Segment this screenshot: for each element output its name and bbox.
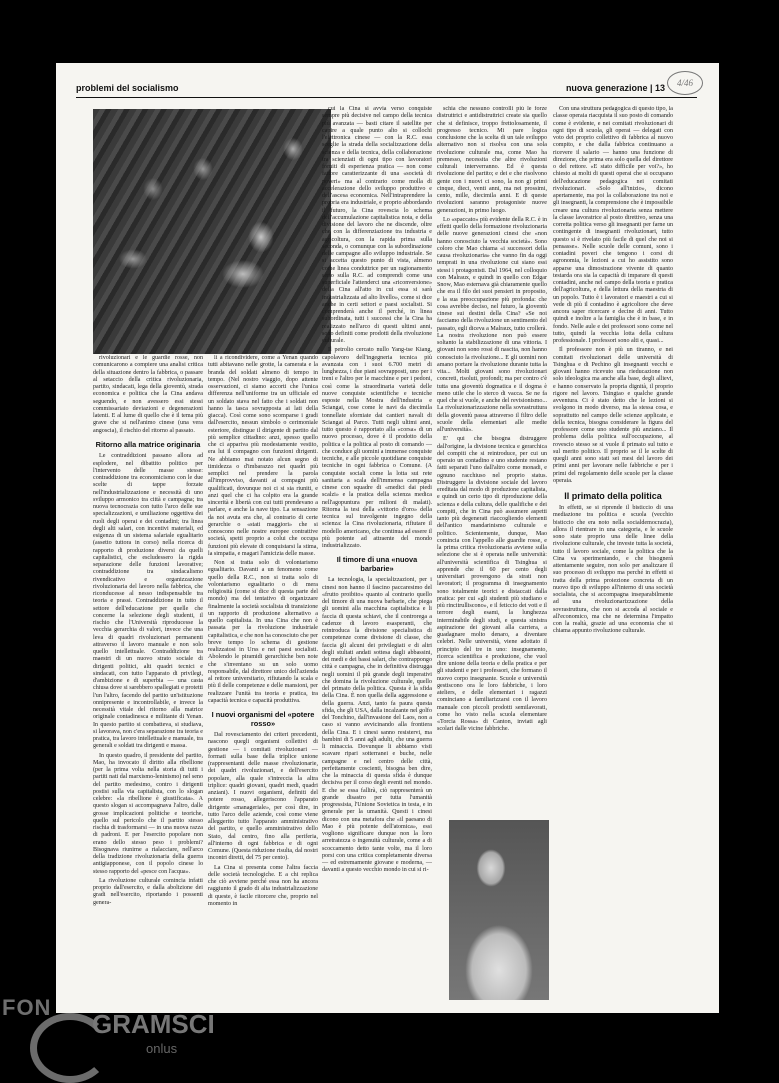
paragraph: In effetti, se si riprende il bisticcio di una mediazione tra politica e scuola (vecchio bisticcio che era noto nella socialdemocrazia), allora il rientrare in una categoria, e le scuole sono state proprio una delle linee della rivoluzione culturale, che investe tutta la società, tutto il lavoro sociale, come la politica che la Cina va sperimentando, e che bisognerà attentamente seguire, non solo per analizzare il suo processo di sviluppo ma perché in effetti si tratta della prima proiezione concreta di un nuovo tipo di sviluppo all'interno di una società socialista, che si accompagna inseparabilmente ad una rivoluzionarizzazione della sovrastruttura, che non si accoda al sociale e all'economico, ma che ne determina l'impatto con la realtà, grazie ad una economia che si chiama appunto rivoluzione culturale. [553, 505, 673, 635]
page-header [76, 77, 697, 98]
subheading: I nuovi organismi del «potere rosso» [211, 710, 315, 728]
paragraph: La Cina si presenta come l'altra faccia delle società tecnologiche. E a chi replica che ciò avviene perché essa non ha ancora raggiunto il grado di alta industrializzazione di queste, è facile ritorcere che, proprio nel momento in [208, 864, 318, 907]
archive-stamp: 4/46 [667, 71, 703, 95]
column-4 [437, 106, 547, 816]
paragraph: Il professore non è più un tiranno, e nei comitati rivoluzionari delle università di Tsinghua e di Pechino gli insegnanti vecchi e giovani hanno ricevuto una rieducazione non solo ideologica ma anche alla base, degli allievi, e hanno conservato la propria dignità, il proprio rigore nel lavoro. Tsingtao e qualche grande avventura. Ci è stato detto che le lezioni si svolgono in modo diverso, ma la stessa cosa, e soprattutto nel campo delle scienze applicate, e della tecnica, bisogna considerare la figura del professore come uno studente più anziano... Il problema della politica sull'occupazione, al rovescio stesso se si vuole il primato sul tutto e sul merito politico. Il proprio se il le scelte di quegli anni sono stati sei mesi del lavoro dei primi anni per lavorare nelle fabbriche e per i primi del regolamento delle scuole per la classe operaia. [553, 347, 673, 484]
portrait-photo [449, 820, 549, 1000]
paragraph: rivoluzionari e le guardie rosse, non comunicarono a compiere una analisi critica della situazione dentro la fabbrica, o passare al setaccio della critica rivoluzionaria, partito, sindacati, lega della gioventù, strada economica e politica che la Cina andava seguendo, e non avessero essi stessi commissariato deviazioni e degenerazioni latenti. E al lume di quello che è il tema più grave che si nell'animo cinese (una vera angoscia), il rischio del ritorno al passato. [93, 355, 203, 434]
subheading: Il timore di una «nuova barbarie» [336, 555, 418, 573]
watermark-fon: FON [2, 995, 52, 1020]
paragraph: Dal rovesciamento dei criteri precedenti, nascono quegli organismi collettivi di gestione — i comitati rivoluzionari — formati sulla base della triplice unione (rappresentanti delle masse rivoluzionarie, dei quadri rivoluzionari, e dell'esercito popolare, alla quale s'intreccia la altra triplice: quadri giovani, quadri medi, quadri anziani). I nuovi organismi, definiti del potere rosso, allegeriscono l'apparato dirigente «manageriale», per così dire, in tutto l'arco delle aziende, così come viene alleggerito tutto l'apparato amministrativo del partito, e quello amministrativo dello Stato, dal centro, fino alla periferia, all'interno di ogni fabbrica e di ogni Comune. (Questa riduzione risulta, dal nostri incontri diretti, del 75 per cento). [208, 732, 318, 862]
paragraph: In questo quadro, il presidente del partito, Mao, ha invocato il diritto alla ribellione (per la prima volta nella storia di tutti i partiti nati dal marxismo-leninismo) nel seno del partito medesimo, contro i dirigenti postisi sulla via capitalista, con lo slogan celebre: «la ribellione è giustificata». A questo slogan si accompagnava l'altro, dalle grosse implicazioni politiche e teoriche, quello sul pericolo che il partito stesso rischia di trasformarsi — in una nuova razza di padroni. E per l'esercito popolare non erano dello stesso peso i problemi? Bisognava riunirne a rialacciare, nell'arco della tradizione rivoluzionaria della guerra antigiapponese, con il popolo cinese lo stesso rapporto del «pesce con l'acqua». [93, 752, 203, 875]
paragraph: Lo «spaccato» più evidente della R.C. è in effetti quello della formazione rivoluzionaria delle nuove generazioni cinesi che «non hanno conosciuto la vecchia società». Sono coloro che Mao chiama «i successori della causa rivoluzionaria» che vanno fin da oggi temprati in una rivoluzione cui siano essi stessi i protagonisti. Dal 1964, nel colloquio con Malraux, e quindi in quello con Edgar Snow, Mao esternava già chiaramente quello che era il filo dei suoi pensieri in proposito, e la sua preoccupazione più profonda: che cosa avrebbe deciso, nel futuro, la gioventù cinese sui destini della Cina? «Se noi facciamo della rivoluzione un sentimento del passato, egli diceva a Malraux, tutto crollerà. La nostra rivoluzione non può essere soltanto la stabilizzazione di una vittoria. I giovani non sono rossi di nascita, non hanno conosciuto la rivoluzione... E gli uomini non amano portare la rivoluzione durante tutta la vita... Molti giovani sono rivoluzionari concreti, risoluti, profondi; ma per contro c'è tutta una gioventù dogmatica e il dogma è meno utile che lo sterco di vacca. Se ne fa quel che si vuole, e anche del revisionismo... La rivoluzionarizzazione nella sovrastruttura della gioventù passa attraverso il filtro delle scuole della elementari alle medie all'università». [437, 216, 547, 433]
paragraph: Il petrolio cercato nullo Yang-tse Kiang, capolavoro dell'ingegneria tecnica più avanzata con i suoi 6.700 metri di lunghezza, i due piani sovrapposti, uno per i treni e l'altro per le macchine e per i pedoni, così come la straordinaria varietà delle nuove conquiste scientifiche e tecniche esposte nella Mostra dell'industria e Sciangai, cose come le navi da diecimila tonnellate sforniate dai cantieri navali di Sciangai al Parco. Tutti negli ultimi anni, tutto questo è rapportato alla «corsa» di un nuovo processo, dove è il prodotto della politica e la politica al posto di comando — che conduce gli uomini a immense conquiste tecniche, e alle piccole quotidiane conquiste tecniche in ogni fabbrica o Comune. (A conquiste sociali come la lotta sui rete sanitaria a scala dell'immensa campagna cinese con squadre di «medici dai piedi scalzi» e la pratica della scienza medica nell'agopuntura per milioni di malati). Ritorna la tesi della «vittorio d'oro» della tecnica sul travolgente ingegno della scienza: la Cina rivoluzionaria, rifiutare il modello americano, che continua ad essere il più potente ad attraente del mondo industrializzato. [322, 347, 432, 549]
paragraph: cui la Cina si avvia verso conquiste sempre più decisive nel campo della tecnica più avanzata — basti citare il satellite per capire a quale punto alto si collochi l'elettronica cinese — con la R.C. essa sceglie la strada della socializzazione della scienza e della tecnica, della collaborazione tra scienziati di ogni tipo con lavoratori forniti di esperienza pratica — non come fattore caratterizzante di una «società di poveri» ma al contrario come molla di accelerazione dello sviluppo produttivo e dell'ascesa economica. Nell'intraprendere la propria era industriale, e proprio abbordando il futuro, la Cina rovescia lo schema dell'accumulazione capitalistica nota, e della divisione del lavoro che ne discende, oltre che con la differenziazione tra industria e agricoltura, con la rapida prima sulla seconda, o comunque con la subordinazione delle campagne allo sviluppo industriale. Se si accetta questo punto di vista, almeno come linea conduttrice per un ragionamento serio sulla R.C. ad comprendi come una superficiale l'attenderci una «riconversione» della Cina all'atto in cui essa si sarà industrializzata ad alto livello», come si dice anche in certi settori e paesi socialisti. Si comprenderà anche il perché, in linea subordinata, tutti i successi che la Cina ha realizzato nell'arco di questi ultimi anni, sono definiti come prodotti della rivoluzione culturale. [322, 106, 432, 344]
watermark-gramsci: GRAMSCI [92, 1009, 215, 1039]
paragraph: La rivoluzione culturale comincia infatti proprio dall'esercito, e dalla abolizione dei gradi nell'esercito, riportando i possenti genera- [93, 877, 203, 906]
subheading: Il primato della politica [564, 491, 662, 501]
paragraph: La tecnologia, la specializzazioni, per i cinesi non hanno il fascino paccaresimo del «frutto proibito» quanto al contrario quello del timore di una nuova barbarie, che piega gli uomini alla macchina capitalistica e li faccia di questa schiavi, che il controrega a cadenze di lavoro esasperanti, che reintroduca la divisione specialistica di competenze come divisione di classe, che faccia gli alcuni dei privilegiati e di altri degli stultati andati sottesa dagli abbassini, dei medi e dei bassi salari, che contrappongo città e campagna, che in definitiva distrugga negli uomini il più grande degli imperativi che domina la rivoluzione culturale, quello del primato della politica. Questa è la sfida della Cina. È non quella della aggressione e della guerra. Anzi, tanto fa paura questa sfida, che gli USA, dalla incalzante nel golfo del Tonchino, dall'invasione del Laos, non a caso si vanno avvicinando alla frontiera della Cina. E i cinesi sanno resistervi, ma bambini di 5 anni agli adulti, che una guerra li minaccia. Dovunque li abbiamo visti scavare ripari sotterranei e buche, nelle campagne e nel centro delle città, perfettamente coscienti, bisogna ben dire, che la minaccia di questa sfida è dunque decisiva per il corso degli eventi nel mondo. E che se essa fallirà, ciò rappresenterà un grande disastro per tutta l'umanità progressista, l'Unione Sovietica in testa, e in generale per la umanità. Questi i cinesi dicono con una metafora che «il paesano di Mao è più potente dell'atomica», essi vogliono significare dunque non la loro arretratezza o ingenuità culturale, come a di scoccamento detto tante volte, ma il loro porsi con una critica completamente diversa — ed estremamente giovane e moderna, — davanti a questo vecchio mondo in cui si ri- [322, 577, 432, 874]
crowd-photo [93, 109, 331, 354]
paragraph: Con una struttura pedagogica di questo tipo, la classe operaia riacquista il suo posto di comando come è evidente, e nei comitati rivoluzionari di ogni tipo di scuola, gli operai — delegati con voto dei proprio collettivo di fabbrica al nuovo compito, e che dalla fabbrica continuano a ricevere il salario — hanno una funzione di direzione, che prima era solo quella del direttore o del rettore. «E stato difficile per voi?», ho chiesto ai molti di questi operai che si occupano dell'educazione pedagogica nei comitati rivoluzionari. «Solo all'inizio», dicono apertamente, ma poi la collaborazione tra noi e gli insegnanti, la comprensione che è impossibile creare una cultura rivoluzionaria senza mettere la classe lavoratrice al posto direttivo, senza una corretta politica verso gli insegnanti per farne un contingente di insegnanti rivoluzionari, tutto questo si è rivelato più facile di quel che noi si pensasse». Nelle scuole delle comuni, sono i contadini poveri che tengono i corsi di agronomia, le lezioni a cui ho assistito sono apparse una dimostrazione vivente di quanto testarda ora sia la capacità di imparare di questi contadini, anche nel campo della teoria e pratica dell'agricoltura, e della lettura della maestria di un popolo. Tutto è i lavoratori e maestri a cui si vede di più il contadino è agricoltore che deve ancora saper ricercare e decine di anni. Tutto quindi e inoltre a la famiglia che è in base, e in fondo. Nelle aule e dei professori sono come nel tutto, quindi la vecchia lotta della cultura professionale. I professori sono alti e, quasi... [553, 106, 673, 344]
publication-page-number: nuova generazione | 13 [565, 83, 665, 93]
column-1 [93, 355, 203, 1005]
column-2 [208, 355, 318, 1005]
paragraph: Le contraddizioni passano allora ad esplodere, nel dibattito politico per l'intervento delle masse stesse: contraddizione tra economicismo con le due scelte di tappe forzate nell'industrializzazione e necessità di uno sviluppo armonico tra città e campagna; tra nuova tecnocrazia con tutto l'arco delle sue specializzazioni, e umiliazione oggettiva dei ruoli degli operai e dei contadini; tra linea degli alti salari, con incentivi materiali, ed esigenza di un sistema salariale egualitario (assetto tuttora in corso) nella ricerca di rapporto di produzione diversi da quelli capitalistici, che escludessero la rigida separazione delle funzioni lavorative; contraddizione tra sindacalismo rivendicativo e organizzazione rivoluzionaria del lavoro nella fabbrica, che riconducesse al nesso indispensabile tra teoria e prassi. Contraddizione in tutto il settore dell'educazione per quelle che concerne la selezione degli studenti, il rischio che l'Università riproducesse la vecchia gerarchia di valori, invece che una leva di quadri rivoluzionari permanenti attraverso il lavoro manuale e non solo quello intellettuale. Contraddizione tra maestri di un nuovo strato sociale di dirigenti politici, alti quadri tecnici e sindacati, con tutto l'apparato di privilegi, d'ambizione e di superbia — una casta chiusa dove si sarebbero spallegiati e protetti l'un l'altro, facendo del partito un'istituzione onnipresente e incontrollabile, e invece la necessità vitale del ritorno alla matrice originale contadinesca e militante di Yenan. In questo partito si combatteva, si studiava, si lavorava, non c'era separazione tra teoria e pratica, tra lavoro intellettuale e manuale, tra generali e soldati tra dirigenti e massa. [93, 453, 203, 750]
watermark-onlus: onlus [146, 1041, 178, 1056]
fondazione-gramsci-watermark [0, 995, 215, 1080]
subheading: Ritorno alla matrice originaria [95, 439, 201, 449]
paragraph: schia che nessuno controlli più le forze distruttrici e antidistruttrici create sia quello che si definisce, troppo frettolosamente, il progresso tecnico. Mi pare logica conclusione che la scelta di un tale sviluppo alternativo non si risolva con una sola rivoluzione culturale ma, come Mao ha premesso, necessita che altre rivoluzioni culturali interverranno. Ed è questa rivoluzione del partito; e dei e che risolvono gente con i nuovi ci sono, la non gi primi cinque, dieci, venti anni, ma nei prossimi, cento, mille, diecimila anni. E di queste rivoluzioni saranno protagoniste nuove generazioni, in primo luogo. [437, 106, 547, 214]
paragraph: Non si tratta solo di volontarismo egualitario. Davanti a un fenomeno come quello della R.C., non si tratta solo di volontarismo egualitario o di mera religiosità (come si dice di questa parte del mondo) ma del tentativo di organizzare finalmente la società socialista di transizione un rapporto di produzione alternativo a quello capitalista. In una Cina che non è passata per la rivoluzione industriale capitalistica, e che non ha conosciuto che per breve tempo lo schema di gestione realizzatosi in Urss e nei paesi socialisti. Abolendo le piramidi gerarchiche ben note che s'inventano su un solo uomo responsabile, dal direttore unico dell'azienda al rettore universitario, rifiutando la scala e più il delle competenze e delle mansioni, per realizzare l'unità tra teoria e pratica, tra capacità tecnica e capacità produttiva. [208, 560, 318, 704]
column-3 [322, 106, 432, 1001]
newspaper-page [56, 63, 719, 1013]
section-title: problemi del socialismo [76, 83, 179, 93]
paragraph: E' qui che bisogna distruggere dall'origine, la divisione tecnica e gerarchica del compiti che si reintroduce, per cui un operaio un contadino e uno studente restano fatti separati l'uno dall'altro come monadi, e ognuno racchiuso nel proprio status. Distruggere la divisione sociale del lavoro ereditata dal modo di produzione capitalista, e quindi un certo tipo di riproduzione della scienza e della cultura, delle qualifiche e dei compiti, che in Cina può assumere aspetti tanto più degenerati riaccogliendo elementi dell'antico mandarinismo culturale e politico. Scientemente, dunque, Mao comincia con l'appello alle guardie rosse, e la prima critica rivoluzionaria avviene sulla selezione che si è operata nelle università: all'università scientifica di Tsinghua si apprende che il 60 per cento degli universitari provengono da strati non lavoratori; il programma di insegnamento sono totalmente teorici e distaccati dalla pratica: per cui «gli studenti più studiano e più rincitrulliscono», e il feticcio dei voti e il terrore degli esami, la lunghezza interminabile degli studi, e questa sinistra aspirazione dei giovani alla carriera, a guadagnare molto denaro, a diventare celebri. Nelle università, viene adottato il principio del tre in uno: insegnamento, ricerca scientifica e produzione, che vuol dire unione della teoria e della pratica e per gli studenti e per i professori, che formano il nuovo corpo insegnante. Scuole e università gestiscono ora le loro fabbriche, i loro ateliers, e delle elementari i ragazzi cominciano a familiarizzarsi con il lavoro manuale con piccoli prodotti semilavorati, come ho visto nella scuola elementare «Torcia Rossa» di Canton, inviati agli scolari dalle vicine fabbriche. [437, 436, 547, 733]
paragraph: li a ricondividere, come a Yenan quando tutti abitavano nelle grotte, la camerata e la branda del soldati almeno di tempo in tempo. (Nel nostro viaggio, dopo attente osservazioni, ci siamo accorti che l'unica differenza nell'uniforme tra un ufficiale ed un soldato stava nel fatto che i soldati non hanno la tasca sovrapposta ai lati della giacca). Così come sono scomparse i gradi dall'esercito, nessun simbolo o cerimoniale esteriore, distingue il dirigente di partito dal più semplice cittadino: anzi, spesso quello che ci appariva più modestamente vestito, era lui il compagno con funzioni dirigenti. Ne abbiamo mai notato alcun segno di timidezza o d'imbarazzo nei quadri più semplici nel prendere la parola all'improvviso, davanti ai compagni più qualificati, dovunque noi ci si sia riuniti, e anzi quel che ci ha colpito era la grande sincerità e libertà con cui tutti prendevano a parlare, e anche la nave tipo. La sensazione da noi avuta era che, al contrario di certe gerarchie o «stati maggiori» che si conoscono nelle nostre europee contrattive società, spetti proprio a colui che occupa funzioni più elevate di conquistarsi la stima, la simpatia, e magari l'amicizia delle masse. [208, 355, 318, 557]
column-5 [553, 106, 673, 1001]
